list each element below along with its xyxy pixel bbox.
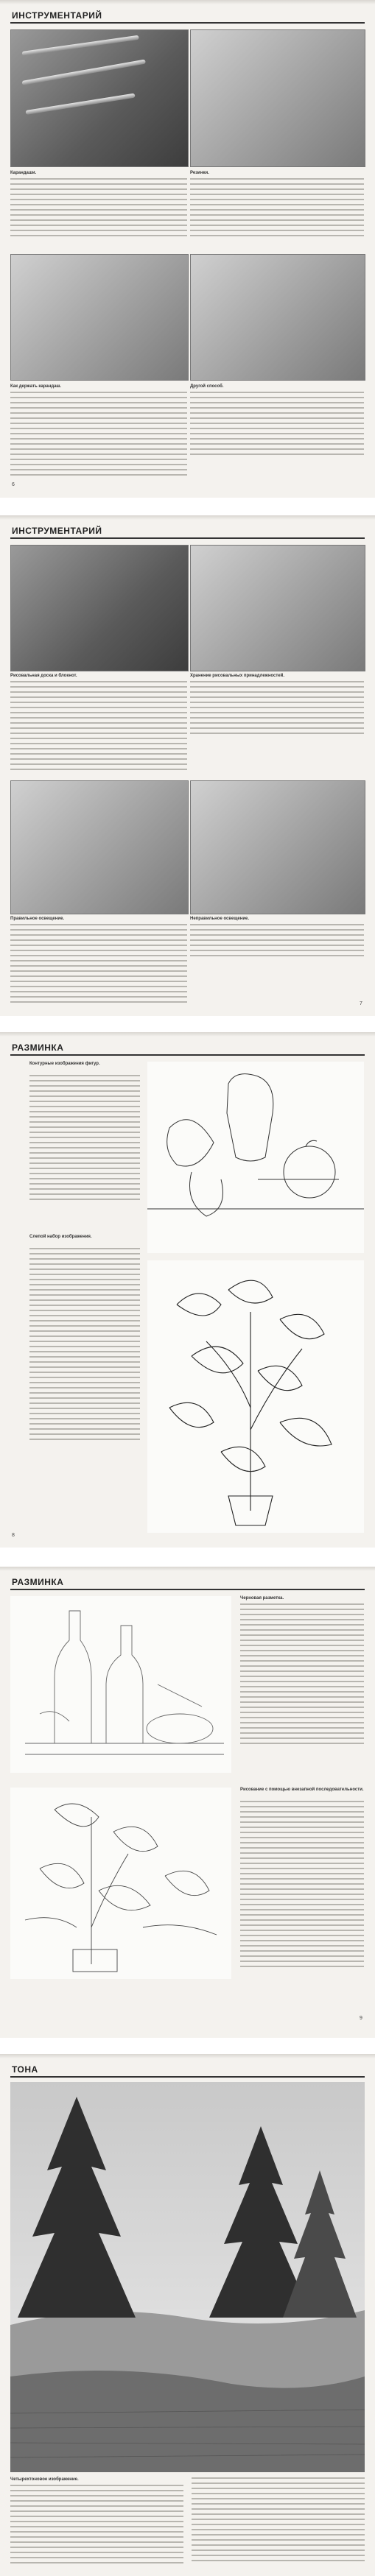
storage-text-lines	[190, 681, 364, 738]
section-title: РАЗМИНКА	[12, 1042, 64, 1053]
caption-correct-light: Правильное освещение.	[10, 917, 65, 921]
section-title: ТОНА	[12, 2064, 38, 2075]
rough-layout-text	[240, 1596, 364, 1601]
spread-gap	[0, 1548, 375, 1567]
other-way-text-lines	[190, 392, 364, 459]
caption-other-way: Другой способ.	[190, 384, 224, 389]
hold-pencil-text-lines	[10, 392, 187, 479]
spread-warmup-1	[0, 1032, 375, 1548]
section-title: ИНСТРУМЕНТАРИЙ	[12, 526, 102, 536]
caption-storage: Хранение рисовальных принадлежностей.	[190, 674, 285, 678]
plants-sequence-sketch	[10, 1788, 231, 1979]
incorrect-light-text	[190, 917, 364, 922]
caption-rough-layout: Черновая разметка.	[240, 1596, 284, 1601]
eraser-photo	[190, 29, 365, 167]
caption-contour: Контурные изображения фигур.	[29, 1062, 100, 1066]
title-rule	[10, 1589, 365, 1590]
storage-box-photo	[190, 545, 365, 671]
caption-pencils: Карандаши.	[10, 171, 37, 175]
contour-text-lines	[29, 1075, 140, 1204]
incorrect-lighting-photo	[190, 780, 365, 914]
board-text	[10, 674, 187, 679]
plant-contour-sketch	[147, 1260, 364, 1533]
rough-layout-text-lines	[240, 1603, 364, 1748]
four-tone-text-lines-col2	[192, 2477, 365, 2565]
contour-still-life-sketch	[147, 1062, 364, 1253]
title-rule	[10, 2076, 365, 2078]
spread-instruments-2	[0, 515, 375, 1016]
spread-instruments-1	[0, 0, 375, 498]
four-tone-text	[10, 2477, 183, 2483]
erasers-text-lines	[190, 178, 364, 240]
storage-text	[190, 674, 364, 679]
page-number: 9	[360, 2016, 362, 2021]
incorrect-light-text-lines	[190, 924, 364, 960]
page-number: 8	[12, 1533, 15, 1538]
bottles-rough-sketch	[10, 1596, 231, 1773]
section-title: РАЗМИНКА	[12, 1577, 64, 1587]
contour-text	[29, 1062, 140, 1067]
four-tone-text-lines	[10, 2485, 183, 2567]
section-title: ИНСТРУМЕНТАРИЙ	[12, 10, 102, 21]
hand-holding-pencil-photo	[10, 254, 189, 381]
caption-incorrect-light: Неправильное освещение.	[190, 917, 250, 921]
caption-erasers: Резинки.	[190, 171, 209, 175]
board-text-lines	[10, 681, 187, 774]
hold-pencil-text	[10, 384, 187, 389]
caption-four-tone: Четырехтоновое изображение.	[10, 2477, 79, 2482]
correct-light-text-lines	[10, 924, 187, 1006]
caption-blind-contour: Слепой набор изображения.	[29, 1235, 92, 1239]
correct-light-text	[10, 917, 187, 922]
spread-tones	[0, 2054, 375, 2576]
caption-hold-pencil: Как держать карандаш.	[10, 384, 62, 389]
spread-warmup-2	[0, 1567, 375, 2038]
title-rule	[10, 537, 365, 539]
sequence-drawing-text-lines	[240, 1801, 364, 1971]
title-rule	[10, 1054, 365, 1056]
pencils-text-lines	[10, 178, 187, 240]
fir-trees-tonal-drawing	[10, 2082, 365, 2472]
title-rule	[10, 22, 365, 24]
caption-sequence-drawing: Рисование с помощью внезапной последовательности.	[240, 1788, 364, 1792]
spread-gap	[0, 1016, 375, 1032]
sequence-drawing-text	[240, 1788, 364, 1793]
other-way-text	[190, 384, 364, 389]
drawing-board-photo	[10, 545, 189, 671]
correct-lighting-photo	[10, 780, 189, 914]
spread-gap	[0, 2038, 375, 2054]
blind-contour-text-lines	[29, 1248, 140, 1444]
page-number: 7	[360, 1001, 362, 1006]
spread-gap	[0, 498, 375, 515]
blind-contour-text	[29, 1235, 140, 1240]
hand-alternative-grip-photo	[190, 254, 365, 381]
caption-board: Рисовальная доска и блокнот.	[10, 674, 77, 678]
page-number: 6	[12, 482, 15, 487]
